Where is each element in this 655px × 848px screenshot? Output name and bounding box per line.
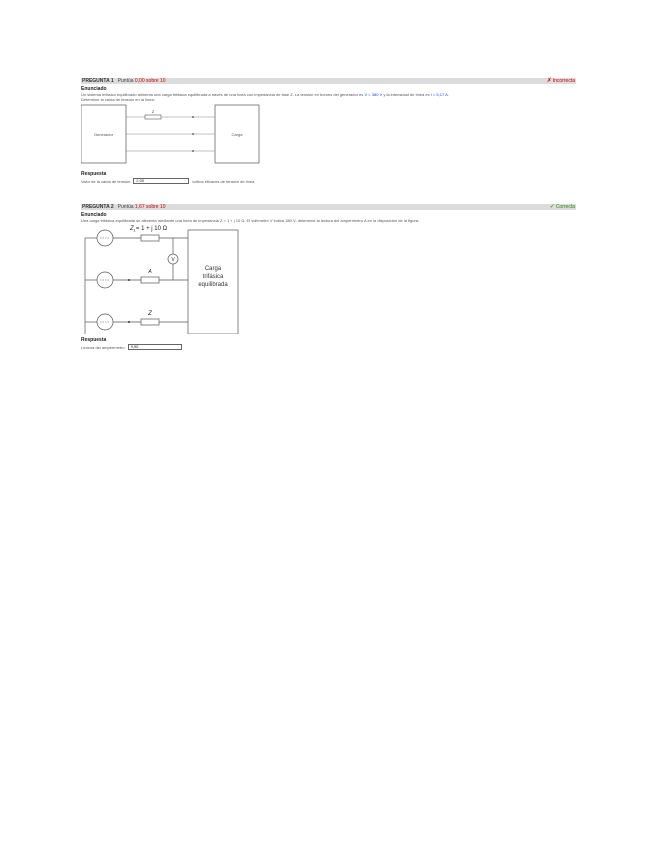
answer-row xyxy=(81,177,576,185)
load-label: Carga xyxy=(231,132,243,137)
check-icon: ✓ xyxy=(549,204,555,210)
question-1 xyxy=(81,78,576,185)
voltmeter-label: V xyxy=(171,257,175,263)
question-header xyxy=(81,204,576,210)
junction-dot xyxy=(128,321,130,323)
question-score: Puntúa 1,67 sobre 10 xyxy=(117,204,166,210)
circuit-diagram-1 xyxy=(81,103,261,165)
impedance-box xyxy=(145,115,161,119)
enunciado-title: Enunciado xyxy=(81,212,107,218)
question-score: Puntúa 0,00 sobre 10 xyxy=(117,78,166,84)
score-value: 1,67 sobre 10 xyxy=(134,204,166,210)
load-label-2: trifásica xyxy=(202,274,224,280)
question-header xyxy=(81,78,576,84)
z-label-bottom: Z xyxy=(148,311,152,317)
answer-label: Lectura del amperímetro xyxy=(81,344,125,350)
impedance-box-top xyxy=(141,235,159,241)
answer-input[interactable] xyxy=(133,178,189,184)
node-dot xyxy=(192,150,194,152)
answer-label: Valor de la caída de tensión xyxy=(81,178,131,184)
answer-row xyxy=(81,343,576,351)
impedance-label: Z xyxy=(151,109,155,114)
cross-icon: ✗ xyxy=(546,78,552,84)
status-incorrect: ✗ Incorrecta xyxy=(546,78,575,84)
ammeter-label: A xyxy=(148,269,152,275)
status-correct: ✓ Correcta xyxy=(549,204,575,210)
question-2 xyxy=(81,204,576,351)
node-dot xyxy=(192,116,194,118)
answer-input[interactable] xyxy=(128,344,182,350)
question-label: PREGUNTA 2 xyxy=(82,204,114,210)
impedance-box-bottom xyxy=(141,319,159,325)
respuesta-title: Respuesta xyxy=(81,171,107,177)
node-dot xyxy=(192,133,194,135)
junction-dot xyxy=(128,279,130,281)
respuesta-title: Respuesta xyxy=(81,337,107,343)
question-instruction: Determine la caída de tensión en la línea: xyxy=(81,97,155,102)
question-statement: Una carga trifásica equilibrada se alimenta mediante una línea de impedancia Z = 1 + j 10 Ω. El voltímetro V indica 380 V; determine la lectura del amperímetro A en la disposición de la figura: xyxy=(81,218,420,223)
question-statement: Un sistema trifásico equilibrado alimenta una carga trifásica equilibrada a través de una línea con impedancia de fase Z. La tensión en bornes del generador es V = 380 V y la intensidad de línea es I = 5,17 A. xyxy=(81,92,449,97)
answer-suffix: voltios eficaces de tensión de línea xyxy=(192,178,255,184)
enunciado-title: Enunciado xyxy=(81,86,107,92)
circuit-diagram-2 xyxy=(81,224,246,334)
load-label-3: equilibrada xyxy=(198,282,228,288)
load-label-1: Carga xyxy=(204,266,222,272)
impedance-box-middle xyxy=(141,277,159,283)
score-value: 0,00 sobre 10 xyxy=(134,78,166,84)
impedance-label: $Z_L= 1 + j$ 10 Ω xyxy=(130,226,168,233)
generator-label: Generador xyxy=(93,132,114,137)
question-label: PREGUNTA 1 xyxy=(82,78,114,84)
